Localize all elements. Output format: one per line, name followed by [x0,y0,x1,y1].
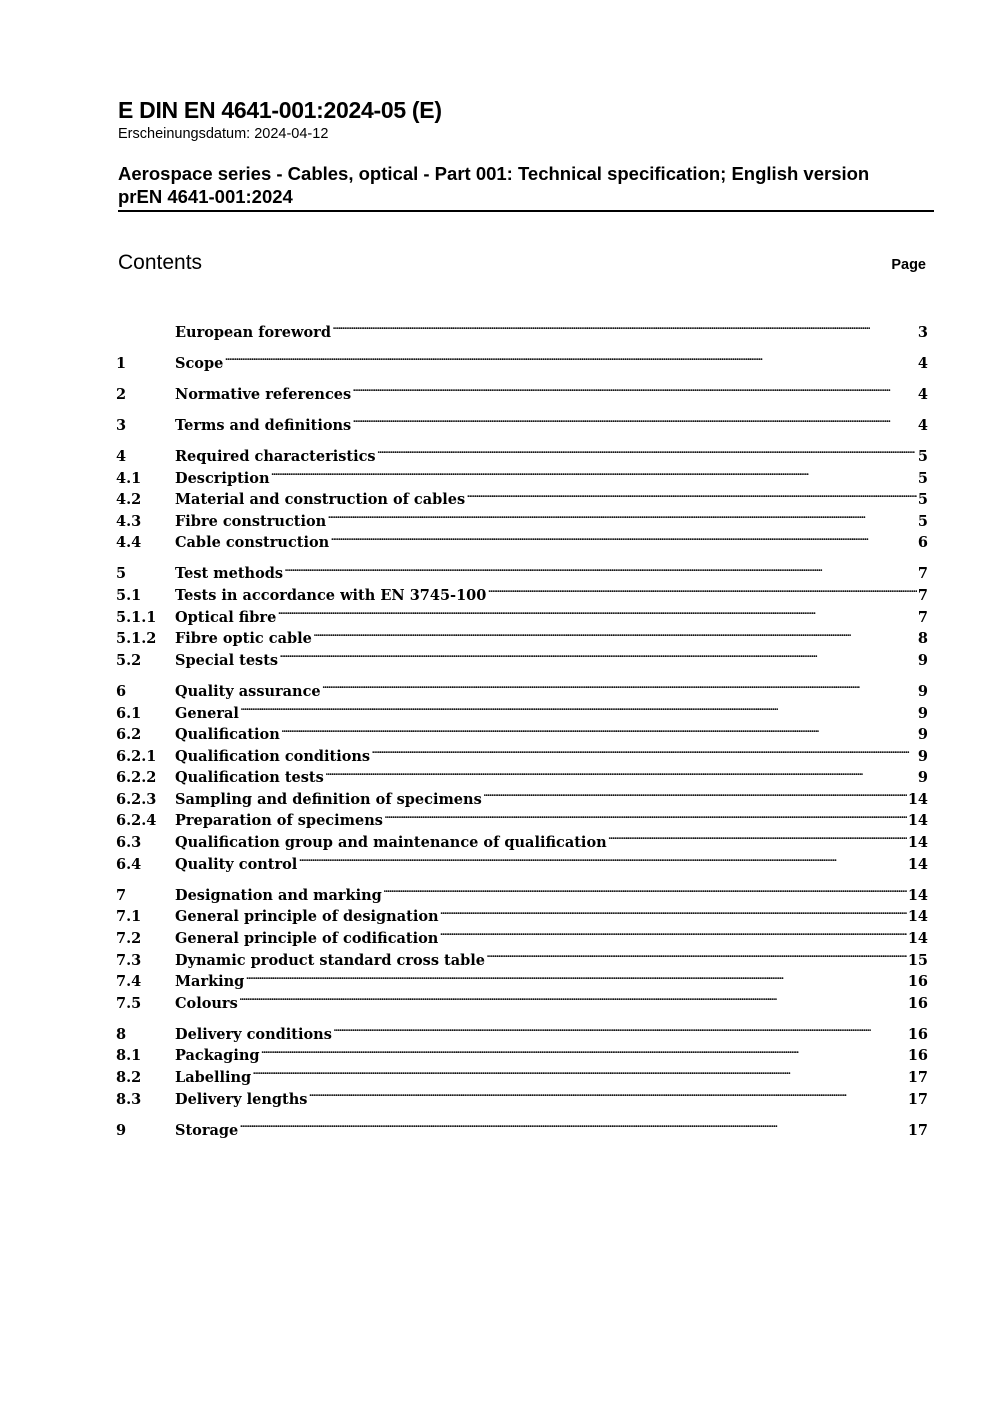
document-header [118,95,934,208]
toc-entry-number: 7.3 [116,951,142,969]
toc-dot-leader [439,921,906,943]
toc-entry-page: 14 [907,812,928,830]
toc-entry-page: 15 [907,951,928,969]
toc-entry-title: Description [175,469,270,487]
toc-entry-title: Material and construction of cables [175,491,466,509]
contents-heading-row [118,250,926,276]
toc-entry-page: 9 [917,704,928,722]
toc-entry-page: 14 [907,855,928,873]
toc-entry-number: 2 [116,385,127,403]
toc-entry-title: General principle of designation [175,908,439,926]
toc-entry-number: 6.1 [116,704,142,722]
toc-dot-leader [352,377,917,399]
toc-group [116,557,928,669]
toc-dot-leader [487,578,917,600]
toc-entry[interactable] [116,1113,928,1139]
toc-entry-title: Sampling and definition of specimens [175,790,482,808]
toc-entry-page: 16 [907,1047,928,1065]
document-id: E DIN EN 4641-001:2024-05 (E) [118,97,442,123]
toc-entry-page: 4 [917,354,928,372]
toc-entry-page: 17 [907,1121,928,1139]
toc-entry-number: 6.2 [116,726,142,744]
toc-group [116,377,928,403]
toc-entry-number: 8.1 [116,1047,142,1065]
toc-entry-title: Terms and definitions [175,416,352,434]
toc-dot-leader [486,943,907,965]
toc-entry-page: 6 [917,534,928,552]
toc-entry-title: Delivery conditions [175,1025,332,1043]
toc-dot-leader [308,1082,906,1104]
toc-entry-page: 17 [907,1090,928,1108]
toc-entry[interactable] [116,315,928,341]
toc-entry-number: 9 [116,1121,127,1139]
toc-entry-page: 5 [917,447,928,465]
toc-dot-leader [322,674,917,696]
toc-entry-number: 1 [116,354,127,372]
toc-entry-number: 8.3 [116,1090,142,1108]
toc-entry[interactable] [116,986,928,1012]
toc-entry-page: 7 [917,608,928,626]
toc-dot-leader [330,526,917,548]
toc-dot-leader [271,461,917,483]
page-column-label: Page [891,257,926,273]
toc-entry-number: 7.4 [116,973,142,991]
toc-entry-title: General [175,704,239,722]
toc-entry-page: 14 [907,886,928,904]
contents-title: Contents [118,251,203,274]
toc-dot-leader [252,1060,907,1082]
toc-group [116,315,928,341]
toc-entry-title: Designation and marking [175,886,382,904]
toc-entry-title: Marking [175,973,245,991]
toc-group [116,408,928,434]
toc-dot-leader [371,739,917,761]
toc-entry-page: 9 [917,747,928,765]
toc-entry-title: Qualification group and maintenance of qualification [175,834,607,852]
toc-entry-page: 4 [917,416,928,434]
toc-entry-number: 7.5 [116,994,142,1012]
toc-dot-leader [261,1039,907,1061]
toc-entry-number: 6.3 [116,834,142,852]
toc-entry-page: 9 [917,651,928,669]
toc-dot-leader [239,986,907,1008]
toc-entry-page: 16 [907,973,928,991]
toc-entry[interactable] [116,346,928,372]
toc-dot-leader [384,804,907,826]
toc-group [116,674,928,873]
toc-group [116,1017,928,1108]
toc-dot-leader [332,315,917,337]
toc-entry-number: 5.1 [116,587,142,605]
toc-entry-page: 9 [917,682,928,700]
toc-dot-leader [284,557,917,579]
toc-entry-page: 5 [917,491,928,509]
toc-dot-leader [383,878,907,900]
table-of-contents [116,315,928,1144]
toc-dot-leader [313,622,917,644]
toc-entry-title: Delivery lengths [175,1090,308,1108]
toc-entry-number: 8 [116,1025,127,1043]
toc-group [116,1113,928,1139]
toc-entry-title: Normative references [175,385,352,403]
toc-entry-title: Cable construction [175,534,330,552]
toc-dot-leader [224,346,917,368]
toc-entry-number: 5.1.1 [116,608,157,626]
toc-entry-page: 5 [917,512,928,530]
toc-dot-leader [608,825,907,847]
document-title: Aerospace series - Cables, optical - Part 001: Technical specification; English version prEN 4641-001:2024 [118,163,870,207]
toc-group [116,439,928,552]
toc-dot-leader [466,483,917,505]
toc-entry-number: 4.4 [116,534,142,552]
toc-dot-leader [327,504,917,526]
toc-entry-number: 6.2.2 [116,769,157,787]
toc-entry-number: 7 [116,886,127,904]
toc-entry-title: Special tests [175,651,279,669]
toc-entry[interactable] [116,408,928,434]
toc-entry-title: Scope [175,354,224,372]
toc-dot-leader [377,439,917,461]
toc-dot-leader [298,847,906,869]
toc-entry-number: 4.2 [116,491,142,509]
toc-entry[interactable] [116,674,928,700]
toc-entry-title: Required characteristics [175,447,376,465]
toc-group [116,346,928,372]
toc-dot-leader [325,761,917,783]
toc-entry-page: 5 [917,469,928,487]
toc-group [116,878,928,1012]
toc-dot-leader [333,1017,907,1039]
toc-dot-leader [281,718,917,740]
toc-dot-leader [440,900,907,922]
toc-dot-leader [279,643,917,665]
toc-entry-page: 3 [917,323,928,341]
toc-entry[interactable] [116,878,928,904]
toc-entry-title: Packaging [175,1047,260,1065]
toc-entry-page: 9 [917,726,928,744]
toc-entry-page: 7 [917,565,928,583]
toc-entry-number: 6 [116,682,127,700]
toc-entry-title: Labelling [175,1069,252,1086]
toc-entry-title: Optical fibre [175,608,277,626]
toc-dot-leader [239,1113,907,1135]
toc-entry[interactable] [116,439,928,465]
toc-entry[interactable] [116,1017,928,1043]
toc-entry-page: 8 [917,630,928,648]
toc-entry[interactable] [116,377,928,403]
toc-entry-page: 17 [907,1069,928,1086]
toc-entry-page: 9 [917,769,928,787]
toc-entry-title: Tests in accordance with EN 3745-100 [175,587,487,605]
toc-entry-number: 7.1 [116,908,142,926]
toc-entry-page: 14 [907,790,928,808]
toc-entry-number: 8.2 [116,1069,142,1086]
toc-entry-number: 5 [116,565,127,583]
toc-entry-title: Preparation of specimens [175,812,383,830]
toc-entry-title: Storage [175,1121,239,1139]
toc-entry[interactable] [116,557,928,583]
toc-dot-leader [240,696,917,718]
toc-dot-leader [277,600,917,622]
toc-entry-page: 14 [907,834,928,852]
toc-entry-title: Colours [175,994,238,1012]
toc-entry-page: 16 [907,994,928,1012]
toc-entry-number: 6.2.4 [116,812,157,830]
toc-entry-page: 16 [907,1025,928,1043]
toc-entry-title: Test methods [175,565,284,583]
toc-entry-number: 6.2.3 [116,790,157,808]
toc-entry-title: European foreword [175,323,331,341]
toc-entry-title: Fibre construction [175,512,327,530]
toc-entry-number: 6.2.1 [116,747,157,765]
toc-entry-title: Quality control [175,855,298,873]
toc-dot-leader [245,965,906,987]
toc-entry-title: Fibre optic cable [175,630,312,648]
toc-entry-number: 4 [116,447,127,465]
toc-entry-number: 5.1.2 [116,630,157,648]
toc-entry-page: 14 [907,908,928,926]
toc-entry-number: 5.2 [116,651,142,669]
toc-entry-title: Qualification conditions [175,747,371,765]
toc-dot-leader [352,408,917,430]
toc-entry-title: Quality assurance [175,682,321,700]
toc-entry-title: General principle of codification [175,929,439,947]
header-divider [118,210,934,212]
toc-entry-page: 14 [907,929,928,947]
publication-date: Erscheinungsdatum: 2024-04-12 [118,126,329,142]
toc-entry-number: 4.1 [116,469,142,487]
toc-entry-page: 4 [917,385,928,403]
toc-entry-page: 7 [917,587,928,605]
toc-dot-leader [483,782,907,804]
toc-entry-number: 4.3 [116,512,142,530]
toc-entry-number: 6.4 [116,855,142,873]
toc-entry-number: 7.2 [116,929,142,947]
toc-entry-title: Dynamic product standard cross table [175,951,486,969]
toc-entry-title: Qualification tests [175,769,324,787]
toc-entry-title: Qualification [175,726,280,744]
toc-entry-number: 3 [116,416,127,434]
